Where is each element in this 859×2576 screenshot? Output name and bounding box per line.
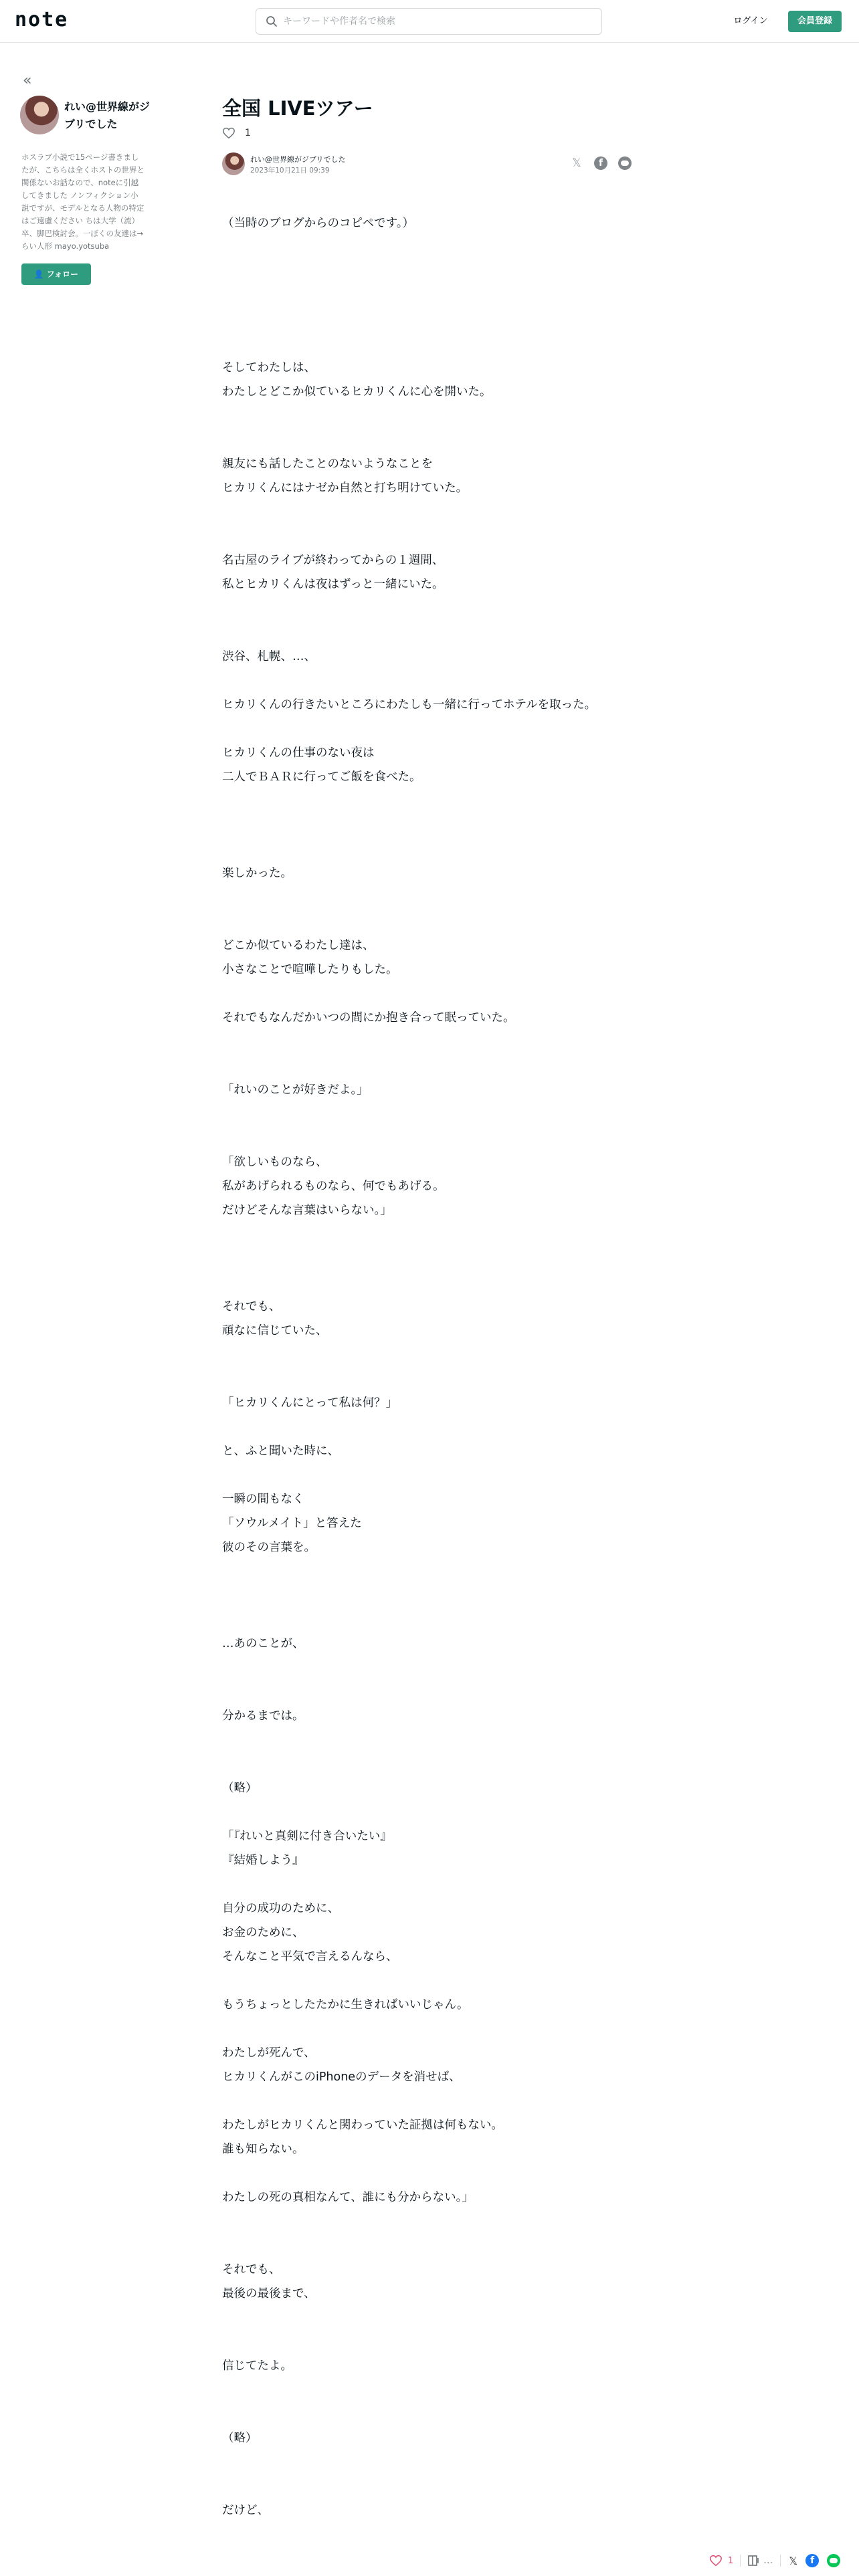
creator-avatar[interactable] bbox=[20, 96, 59, 134]
like-button[interactable] bbox=[222, 126, 251, 140]
search-input[interactable] bbox=[283, 14, 591, 29]
divider bbox=[780, 2555, 781, 2567]
search-icon bbox=[266, 15, 278, 27]
creator-name[interactable]: れい@世界線がジブリでした bbox=[64, 100, 151, 130]
creator-bio: ホスラブ小説で15ページ書きましたが、こちらは全くホストの世界と関係ないお話なので、noteに引越してきました ノンフィクション小説ですが、モデルとなる人物の特定はご遠慮ください ちは大学（流）卒、脚巴検討会。一ぼくの友達は→らい人形 mayo.yotsuba bbox=[21, 152, 145, 251]
paragraph: 楽しかった。 bbox=[222, 867, 292, 880]
paragraph: それでもなんだかいつの間にか抱き合って眠っていた。 bbox=[222, 1011, 515, 1025]
divider bbox=[740, 2555, 741, 2567]
line-icon[interactable] bbox=[827, 2554, 840, 2567]
paragraph: （略） bbox=[222, 1782, 258, 1795]
follow-label: フォロー bbox=[46, 270, 79, 279]
more-icon[interactable]: … bbox=[763, 2555, 774, 2566]
paragraph: そしてわたしは、 わたしとどこか似ているヒカリくんに心を開いた。 bbox=[222, 361, 492, 399]
article-title: 全国 LIVEツアー bbox=[222, 97, 373, 120]
paragraph: 渋谷、札幌、…、 bbox=[222, 650, 316, 663]
paragraph: それでも、 最後の最後まで、 bbox=[222, 2263, 316, 2300]
paragraph: 「れいのことが好きだよ。」 bbox=[222, 1083, 369, 1097]
login-button[interactable]: ログイン bbox=[733, 16, 768, 26]
paragraph: 自分の成功のために、 お金のために、 そんなこと平気で言えるんなら、 bbox=[222, 1902, 398, 1963]
paragraph: わたしの死の真相なんて、誰にも分からない。」 bbox=[222, 2191, 474, 2204]
paragraph: ヒカリくんの仕事のない夜は 二人でＢＡＲに行ってご飯を食べた。 bbox=[222, 746, 421, 784]
paragraph: 一瞬の間もなく 「ソウルメイト」と答えた 彼のその言葉を。 bbox=[222, 1493, 362, 1554]
paragraph: だけど、 bbox=[222, 2504, 269, 2517]
paragraph: 親友にも話したことのないようなことを ヒカリくんにはナゼか自然と打ち明けていた。 bbox=[222, 457, 468, 495]
paragraph: 「欲しいものなら、 私があげられるものなら、何でもあげる。 だけどそんな言葉はいらない。」 bbox=[222, 1156, 445, 1217]
heart-icon[interactable] bbox=[709, 2555, 723, 2567]
paragraph: 「ヒカリくんにとって私は何？」 bbox=[222, 1396, 398, 1410]
follow-button[interactable] bbox=[21, 263, 91, 285]
paragraph: どこか似ているわたし達は、 小さなことで喧嘩したりもした。 bbox=[222, 939, 398, 976]
like-count: 1 bbox=[728, 2555, 734, 2566]
paragraph: （当時のブログからのコピペです。） bbox=[222, 217, 414, 230]
paragraph: 分かるまでは。 bbox=[222, 1709, 304, 1723]
site-header bbox=[0, 0, 859, 43]
paragraph: と、ふと聞いた時に、 bbox=[222, 1444, 339, 1458]
x-icon[interactable]: 𝕏 bbox=[789, 2554, 798, 2567]
search-box[interactable] bbox=[256, 8, 602, 35]
note-logo[interactable]: note bbox=[15, 8, 69, 31]
double-chevron-left-icon[interactable]: « bbox=[23, 72, 32, 89]
paragraph: …あのことが、 bbox=[222, 1637, 304, 1650]
paragraph: 名古屋のライブが終わってからの１週間、 私とヒカリくんは夜はずっと一緒にいた。 bbox=[222, 554, 444, 591]
facebook-icon[interactable]: f bbox=[594, 156, 607, 170]
person-plus-icon: 👤 bbox=[33, 270, 44, 279]
paragraph: もうちょっとしたたかに生きればいいじゃん。 bbox=[222, 1998, 469, 2012]
line-icon[interactable] bbox=[618, 156, 632, 170]
author-name[interactable]: れい@世界線がジブリでした bbox=[250, 155, 346, 164]
paragraph: わたしがヒカリくんと関わっていた証拠は何もない。 誰も知らない。 bbox=[222, 2119, 503, 2156]
paragraph: わたしが死んで、 ヒカリくんがこのiPhoneのデータを消せば、 bbox=[222, 2046, 461, 2084]
author-avatar[interactable] bbox=[222, 152, 245, 175]
author-row bbox=[222, 152, 632, 179]
like-count: 1 bbox=[245, 128, 251, 138]
paragraph: （略） bbox=[222, 2432, 258, 2445]
facebook-icon[interactable]: f bbox=[805, 2554, 819, 2567]
publish-date: 2023年10月21日 09:39 bbox=[250, 167, 330, 175]
magazine-icon[interactable] bbox=[747, 2555, 761, 2567]
x-icon[interactable]: 𝕏 bbox=[572, 156, 581, 170]
paragraph: 「『れいと真剣に付き合いたい』 『結婚しよう』 bbox=[222, 1830, 392, 1867]
heart-icon bbox=[222, 127, 235, 139]
signup-button[interactable]: 会員登録 bbox=[788, 11, 842, 32]
floating-action-bar bbox=[709, 2551, 856, 2571]
paragraph: それでも、 頑なに信じていた、 bbox=[222, 1300, 328, 1337]
paragraph: 信じてたよ。 bbox=[222, 2359, 292, 2373]
paragraph: ヒカリくんの行きたいところにわたしも一緒に行ってホテルを取った。 bbox=[222, 698, 597, 712]
